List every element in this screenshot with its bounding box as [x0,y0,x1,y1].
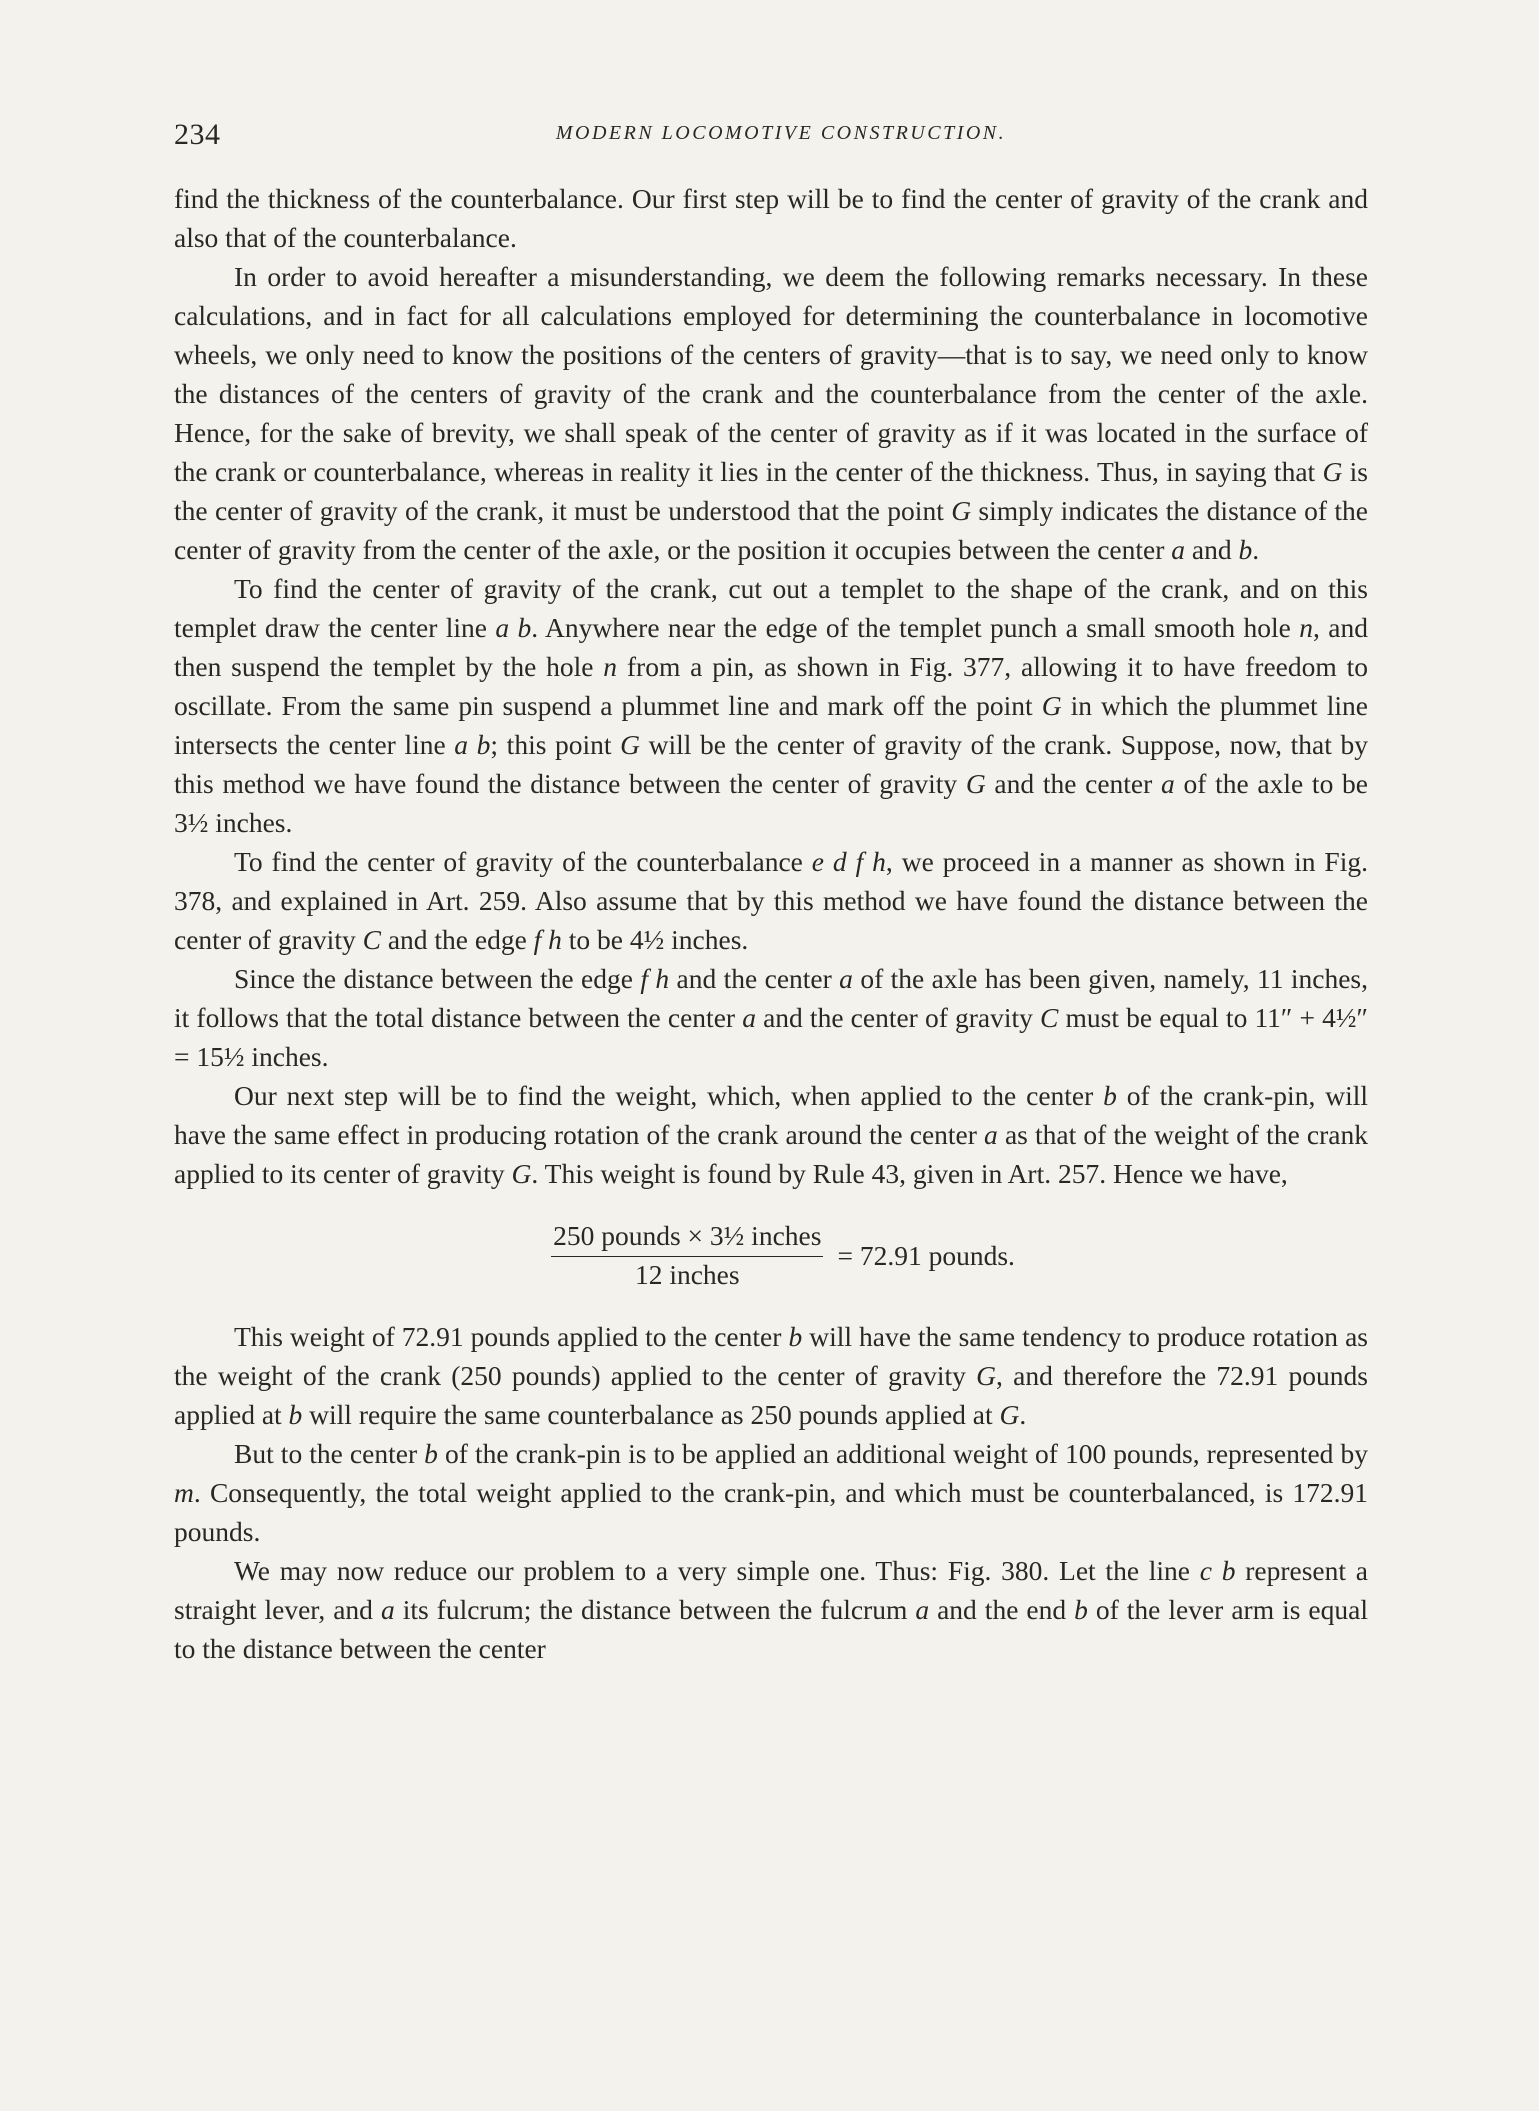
text-run: and the center of gravity [755,1002,1041,1033]
math-variable: G [1041,690,1062,721]
text-run: But to the center [234,1438,425,1469]
text-run: find the thickness of the counterbalance. Our first step will be to find the center of gravity of the crank and also that of the counterbalance. [174,183,1368,253]
math-variable: G [965,768,986,799]
text-run: must be equal to 11″ + 4½″ = 15½ inches. [174,1002,1368,1072]
math-variable: b [424,1438,438,1469]
text-run: and the end [929,1594,1075,1625]
body-text [174,179,1368,1668]
math-variable: a [915,1594,930,1625]
text-run: This weight of 72.91 pounds applied to the center [234,1321,789,1352]
math-variable: m [174,1477,194,1508]
equation-fraction [551,1220,823,1291]
math-variable: a [839,963,853,994]
math-variable: b [1238,534,1253,565]
math-variable: e d f h [811,846,886,877]
math-variable: G [999,1399,1020,1430]
math-variable: a [1171,534,1185,565]
math-variable: f h [640,963,670,994]
text-run: represent a straight lever, and [174,1555,1368,1625]
text-run: to be 4½ inches. [561,924,749,955]
text-run: , we proceed in a manner as shown in Fig. 378, and explained in Art. 259. Also assume that by this method we have found the distance between the center of gravity [174,846,1368,955]
text-run: . Consequently, the total weight applied to the crank-pin, and which must be counterbalanced, is 172.91 pounds. [174,1477,1368,1547]
text-run: in which the plummet line intersects the center line [174,690,1368,760]
text-run: will require the same counterbalance as 250 pounds applied at [302,1399,1000,1430]
math-variable: c b [1199,1555,1236,1586]
paragraph-p8 [174,1434,1368,1551]
equation-result: = 72.91 pounds. [837,1239,1015,1271]
math-variable: G [511,1158,532,1189]
text-run: of the crank-pin is to be applied an additional weight of 100 pounds, represented by [437,1438,1368,1469]
math-variable: G [976,1360,997,1391]
running-title: MODERN LOCOMOTIVE CONSTRUCTION. [555,122,1007,144]
text-run: and [1185,534,1239,565]
paragraph-p6 [174,1076,1368,1193]
equation-numerator: 250 pounds × 3½ inches [551,1220,823,1257]
running-head [174,118,1368,158]
paragraphs-before-equation [174,179,1368,1193]
text-run: is the center of gravity of the crank, it must be understood that the point [174,456,1368,526]
text-run: of the lever arm is equal to the distance between the center [174,1594,1368,1664]
paragraph-p7 [174,1317,1368,1434]
text-run: In order to avoid hereafter a misunderstanding, we deem the following remarks necessary. In these calculations, and in fact for all calculations employed for determining the counterbalance in locomotive wheels, we only need to know the positions of the centers of gravity—that is to say, we need only to know the distances of the centers of gravity of the crank and the counterbalance from the center of the axle. Hence, for the sake of brevity, we shall speak of the center of gravity as if it was located in the surface of the crank or counterbalance, whereas in reality it lies in the center of the thickness. Thus, in saying that [174,261,1368,487]
text-run: To find the center of gravity of the crank, cut out a templet to the shape of the crank, and on this templet draw the center line [174,573,1368,643]
equation [174,1193,1368,1317]
text-run: its fulcrum; the distance between the fulcrum [394,1594,916,1625]
text-run: . [1252,534,1260,565]
text-run: from a pin, as shown in Fig. 377, allowing it to have freedom to oscillate. From the same pin suspend a plummet line and mark off the point [174,651,1368,721]
paragraph-p3 [174,569,1368,842]
equation-denominator: 12 inches [634,1258,740,1290]
page-number: 234 [174,118,221,151]
text-run: , and therefore the 72.91 pounds applied at [174,1360,1368,1430]
text-run: as that of the weight of the crank applied to its center of gravity [174,1119,1368,1189]
text-run: ; this point [490,729,621,760]
text-run: , and then suspend the templet by the hole [174,612,1368,682]
math-variable: b [1074,1594,1088,1625]
text-run: will have the same tendency to produce rotation as the weight of the crank (250 pounds) applied to the center of gravity [174,1321,1368,1391]
text-run: Since the distance between the edge [234,963,641,994]
paragraph-p4 [174,842,1368,959]
math-variable: a [380,1594,395,1625]
text-run: of the crank-pin, will have the same effect in producing rotation of the crank around the center [174,1080,1368,1150]
math-variable: G [620,729,641,760]
text-run: of the axle to be 3½ inches. [174,768,1368,838]
text-run: and the edge [380,924,534,955]
text-run: To find the center of gravity of the counterbalance [234,846,812,877]
math-variable: n [603,651,618,682]
paragraph-p2 [174,257,1368,569]
math-variable: b [1103,1080,1117,1111]
math-variable: G [951,495,972,526]
math-variable: b [788,1321,803,1352]
text-run: will be the center of gravity of the crank. Suppose, now, that by this method we have found the distance between the center of gravity [174,729,1369,799]
math-variable: b [288,1399,303,1430]
paragraph-p1 [174,179,1368,257]
math-variable: a [742,1002,756,1033]
math-variable: C [362,924,381,955]
text-run: . [1019,1399,1027,1430]
text-run: simply indicates the distance of the center of gravity from the center of the axle, or the position it occupies between the center [174,495,1368,565]
math-variable: G [1322,456,1343,487]
text-run: . This weight is found by Rule 43, given in Art. 257. Hence we have, [531,1158,1288,1189]
math-variable: f h [533,924,562,955]
math-variable: a b [454,729,491,760]
paragraphs-after-equation [174,1317,1368,1668]
text-run: and the center [985,768,1162,799]
text-run: Our next step will be to find the weight, which, when applied to the center [234,1080,1104,1111]
text-run: We may now reduce our problem to a very simple one. Thus: Fig. 380. Let the line [234,1555,1200,1586]
math-variable: a [984,1119,998,1150]
paragraph-p5 [174,959,1368,1076]
text-run: and the center [669,963,840,994]
math-variable: a [1161,768,1175,799]
math-variable: n [1299,612,1314,643]
text-run: of the axle has been given, namely, 11 inches, it follows that the total distance between the center [174,963,1368,1033]
math-variable: C [1040,1002,1059,1033]
math-variable: a b [495,612,532,643]
text-run: . Anywhere near the edge of the templet punch a small smooth hole [531,612,1300,643]
paragraph-p9 [174,1551,1368,1668]
